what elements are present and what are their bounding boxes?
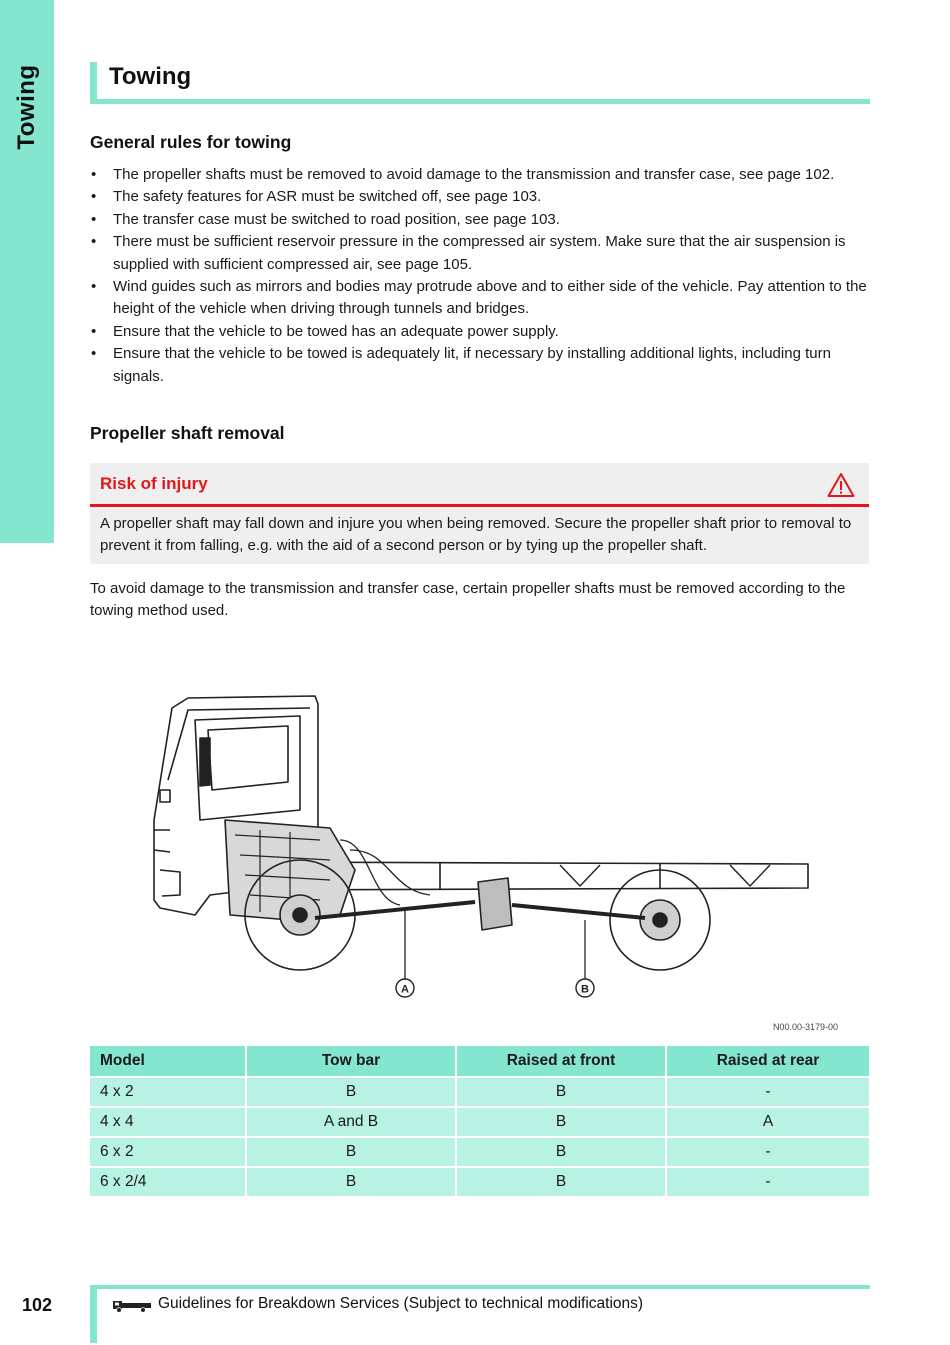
table-row	[90, 1077, 869, 1107]
table-header-row	[90, 1046, 869, 1077]
footer	[90, 1285, 870, 1343]
footer-text: Guidelines for Breakdown Services (Subject to technical modifications)	[158, 1295, 644, 1312]
svg-text:B: B	[581, 983, 589, 996]
table-cell: 4 x 4	[90, 1107, 246, 1137]
list-item: • Ensure that the vehicle to be towed is adequately lit, if necessary by installing additional lights, including turn signals.	[91, 345, 831, 385]
general-rules-heading: General rules for towing	[90, 132, 292, 152]
towing-model-table	[90, 1046, 869, 1196]
list-item: • Ensure that the vehicle to be towed has an adequate power supply.	[91, 322, 559, 340]
callout-a	[396, 979, 414, 997]
list-item: • The safety features for ASR must be switched off, see page 103.	[91, 188, 542, 206]
towing-method-paragraph: To avoid damage to the transmission and transfer case, certain propeller shafts must be removed according to the towing method used.	[90, 580, 846, 620]
table-cell: B	[246, 1137, 456, 1167]
table-row	[90, 1137, 869, 1167]
column-header-raised-front: Raised at front	[456, 1046, 666, 1077]
table-row	[90, 1107, 869, 1137]
side-tab	[0, 0, 54, 543]
table-cell: B	[456, 1137, 666, 1167]
list-item: • There must be sufficient reservoir pressure in the compressed air system. Make sure that the air suspension is supplied with sufficient compressed air, see page 105.	[91, 233, 846, 273]
figure-reference: N00.00-3179-00	[772, 1022, 838, 1032]
column-header-tow-bar: Tow bar	[246, 1046, 456, 1077]
table-cell: B	[456, 1107, 666, 1137]
list-item: • The transfer case must be switched to road position, see page 103.	[91, 210, 560, 228]
table-cell: A and B	[246, 1107, 456, 1137]
propeller-shaft-heading: Propeller shaft removal	[90, 423, 285, 443]
column-header-raised-rear: Raised at rear	[666, 1046, 869, 1077]
list-item: • The propeller shafts must be removed to avoid damage to the transmission and transfer case, see page 102.	[91, 166, 835, 183]
list-item: • Wind guides such as mirrors and bodies may protrude above and to either side of the vehicle. Pay attention to the height of the vehicle when driving through tunnels and bridges.	[91, 278, 867, 318]
table-cell: 6 x 2	[90, 1137, 246, 1167]
warning-text: A propeller shaft may fall down and injure you when being removed. Secure the propeller shaft prior to removal to prevent it from falling, e.g. with the aid of a second person or by tying up the propeller shaft.	[100, 515, 852, 555]
truck-chassis-diagram	[140, 690, 840, 1000]
table-cell: -	[666, 1137, 869, 1167]
column-header-model: Model	[90, 1046, 246, 1077]
table-cell: B	[246, 1077, 456, 1107]
side-tab-label: Towing	[13, 64, 40, 150]
truck-icon	[113, 1299, 153, 1313]
page-title-bar	[90, 62, 870, 104]
table-cell: B	[246, 1167, 456, 1196]
table-row	[90, 1167, 869, 1196]
svg-text:A: A	[401, 983, 409, 996]
general-rules-list	[90, 164, 880, 388]
table-cell: -	[666, 1167, 869, 1196]
table-cell: B	[456, 1167, 666, 1196]
warning-header	[90, 463, 869, 507]
page-title: Towing	[109, 63, 192, 90]
table-cell: B	[456, 1077, 666, 1107]
page-number: 102	[22, 1295, 53, 1315]
warning-triangle-icon	[827, 472, 855, 498]
table-cell: -	[666, 1077, 869, 1107]
warning-title: Risk of injury	[100, 474, 208, 493]
table-cell: 4 x 2	[90, 1077, 246, 1107]
callout-b	[576, 979, 594, 997]
table-cell: 6 x 2/4	[90, 1167, 246, 1196]
warning-box	[90, 463, 869, 564]
table-cell: A	[666, 1107, 869, 1137]
